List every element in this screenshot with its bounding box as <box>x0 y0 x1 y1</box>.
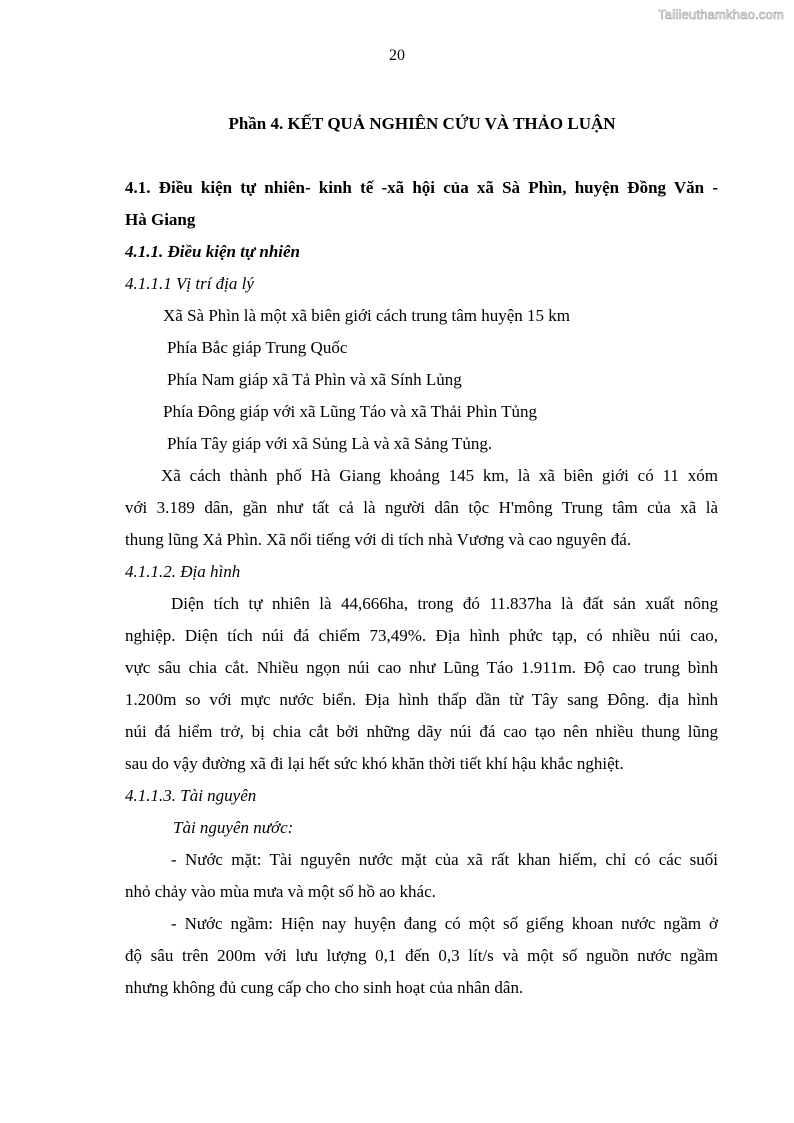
paragraph-line: Diện tích tự nhiên là 44,666ha, trong đó 11.837ha là đất sản xuất nông <box>171 594 718 613</box>
paragraph-line: - Nước ngầm: Hiện nay huyện đang có một số giếng khoan nước ngầm ở <box>171 914 718 933</box>
location-line: Phía Bắc giáp Trung Quốc <box>167 338 348 357</box>
paragraph-line: nhỏ chảy vào mùa mưa và một số hồ ao khác. <box>125 882 436 901</box>
paragraph-line: Xã cách thành phố Hà Giang khoảng 145 km, là xã biên giới có 11 xóm <box>161 466 718 485</box>
document-body <box>125 172 718 1004</box>
location-line: Phía Tây giáp với xã Sủng Là và xã Sảng Tủng. <box>167 434 493 453</box>
paragraph-line: vực sâu chia cắt. Nhiều ngọn núi cao như Lũng Táo 1.911m. Độ cao trung bình <box>125 658 718 677</box>
paragraph-line: với 3.189 dân, gần như tất cả là người dân tộc H'mông Trung tâm của xã là <box>125 498 718 517</box>
paragraph-line: nghiệp. Diện tích núi đá chiếm 73,49%. Địa hình phức tạp, có nhiều núi cao, <box>125 626 718 645</box>
part-title: Phần 4. KẾT QUẢ NGHIÊN CỨU VÀ THẢO LUẬN <box>228 114 616 133</box>
resource-subheading: Tài nguyên nước: <box>173 818 294 837</box>
page-number: 20 <box>389 47 405 64</box>
section-heading-4-1-1: 4.1.1. Điều kiện tự nhiên <box>125 242 301 261</box>
paragraph-line: - Nước mặt: Tài nguyên nước mặt của xã rất khan hiếm, chỉ có các suối <box>171 850 718 869</box>
section-heading-4-1-1-2: 4.1.1.2. Địa hình <box>125 562 241 581</box>
section-heading-4-1-cont: Hà Giang <box>125 210 196 229</box>
location-line: Phía Đông giáp với xã Lũng Táo và xã Thải Phìn Tủng <box>163 402 537 421</box>
section-heading-4-1-1-1: 4.1.1.1 Vị trí địa lý <box>125 274 254 293</box>
watermark: Tailieuthamkhao.com <box>658 7 784 22</box>
paragraph-line: sau do vậy đường xã đi lại hết sức khó khăn thời tiết khí hậu khắc nghiệt. <box>125 754 624 773</box>
paragraph-line: núi đá hiểm trở, bị chia cắt bởi những dãy núi đá cao tạo nên nhiều thung lũng <box>125 722 718 741</box>
paragraph-line: thung lũng Xả Phìn. Xã nổi tiếng với di tích nhà Vương và cao nguyên đá. <box>125 530 632 549</box>
location-line: Phía Nam giáp xã Tả Phìn và xã Sính Lủng <box>167 370 462 389</box>
paragraph-line: nhưng không đủ cung cấp cho cho sinh hoạt của nhân dân. <box>125 978 524 997</box>
paragraph-line: 1.200m so với mực nước biển. Địa hình thấp dần từ Tây sang Đông. địa hình <box>125 690 718 709</box>
section-heading-4-1-1-3: 4.1.1.3. Tài nguyên <box>125 786 257 805</box>
location-line: Xã Sà Phìn là một xã biên giới cách trung tâm huyện 15 km <box>163 306 570 325</box>
paragraph-line: độ sâu trên 200m với lưu lượng 0,1 đến 0,3 lít/s và một số nguồn nước ngầm <box>125 946 718 965</box>
section-heading-4-1: 4.1. Điều kiện tự nhiên- kinh tế -xã hội của xã Sà Phìn, huyện Đồng Văn - <box>125 178 718 197</box>
